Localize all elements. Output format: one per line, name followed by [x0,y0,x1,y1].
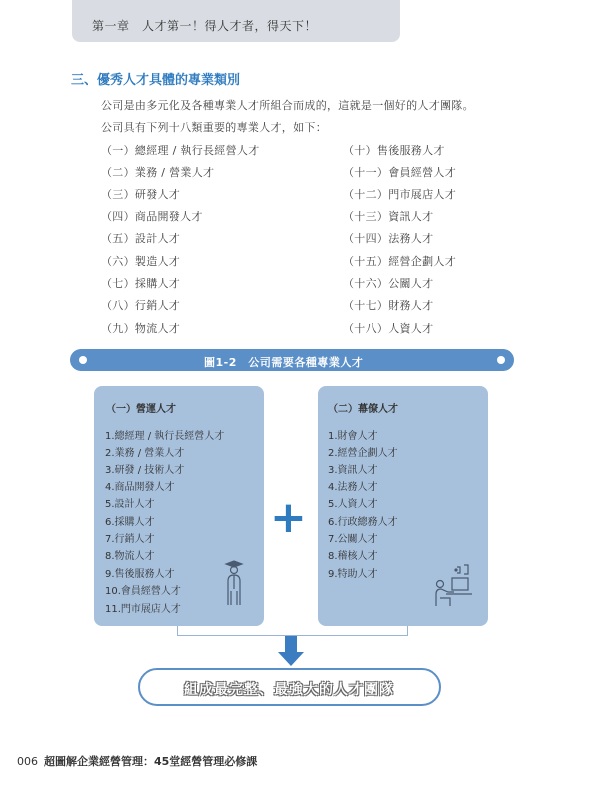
plus-icon: + [270,492,307,543]
staff-item: 7.公關人才 [328,534,378,545]
list-item-right: （十三）資訊人才 [343,210,434,223]
banner-dot-right [497,356,505,364]
graduate-figure-icon [222,559,246,607]
down-arrow-icon [285,636,297,653]
figure-label: 圖1-2 公司需要各種專業人才 [204,356,364,369]
book-title: 超圖解企業經營管理：45堂經營管理必修課 [44,755,258,768]
staff-item: 6.行政總務人才 [328,517,398,528]
page-number: 006 [17,755,38,768]
operations-item: 6.採購人才 [105,517,155,528]
staff-item: 1.財會人才 [328,431,378,442]
operations-item: 9.售後服務人才 [105,569,175,580]
page-footer [17,753,257,769]
list-item-right: （十六）公關人才 [343,277,434,290]
list-item-left: （二）業務 / 營業人才 [101,166,215,179]
staff-item: 2.經營企劃人才 [328,448,398,459]
operations-item: 2.業務 / 營業人才 [105,448,185,459]
list-item-left: （八）行銷人才 [101,299,181,312]
list-item-left: （四）商品開發人才 [101,210,203,223]
operations-item: 11.門市展店人才 [105,604,181,615]
result-text: 組成最完整、最強大的人才團隊 [184,682,394,698]
list-item-right: （十二）門市展店人才 [343,188,456,201]
list-item-left: （九）物流人才 [101,322,181,335]
list-item-right: （十七）財務人才 [343,299,434,312]
list-item-left: （三）研發人才 [101,188,181,201]
list-item-right: （十）售後服務人才 [343,144,445,157]
paragraph-2: 公司具有下列十八類重要的專業人才，如下： [101,121,327,134]
list-item-left: （六）製造人才 [101,255,181,268]
section-title: 三、優秀人才具體的專業類別 [71,73,241,88]
operations-item: 7.行銷人才 [105,534,155,545]
operations-item: 3.研發 / 技術人才 [105,465,185,476]
down-arrow-head-icon [278,652,304,666]
chapter-title: 第一章 人才第一！得人才者，得天下！ [92,19,318,33]
staff-item: 8.稽核人才 [328,551,378,562]
list-item-left: （一）總經理 / 執行長經營人才 [101,144,260,157]
list-item-right: （十八）人資人才 [343,322,434,335]
operations-box-title: （一）營運人才 [106,404,176,415]
operations-item: 4.商品開發人才 [105,482,175,493]
operations-item: 1.總經理 / 執行長經營人才 [105,431,225,442]
operations-item: 5.設計人才 [105,499,155,510]
list-item-left: （七）採購人才 [101,277,181,290]
list-item-left: （五）設計人才 [101,232,181,245]
staff-item: 9.特助人才 [328,569,378,580]
staff-box-title: （二）幕僚人才 [328,404,398,415]
staff-item: 4.法務人才 [328,482,378,493]
list-item-right: （十四）法務人才 [343,232,434,245]
banner-dot-left [79,356,87,364]
staff-item: 5.人資人才 [328,499,378,510]
operations-item: 8.物流人才 [105,551,155,562]
paragraph-1: 公司是由多元化及各種專業人才所組合而成的，這就是一個好的人才團隊。 [101,99,474,112]
list-item-right: （十五）經營企劃人才 [343,255,456,268]
operations-item: 10.會員經營人才 [105,586,181,597]
list-item-right: （十一）會員經營人才 [343,166,456,179]
staff-item: 3.資訊人才 [328,465,378,476]
desk-worker-icon [430,562,474,610]
